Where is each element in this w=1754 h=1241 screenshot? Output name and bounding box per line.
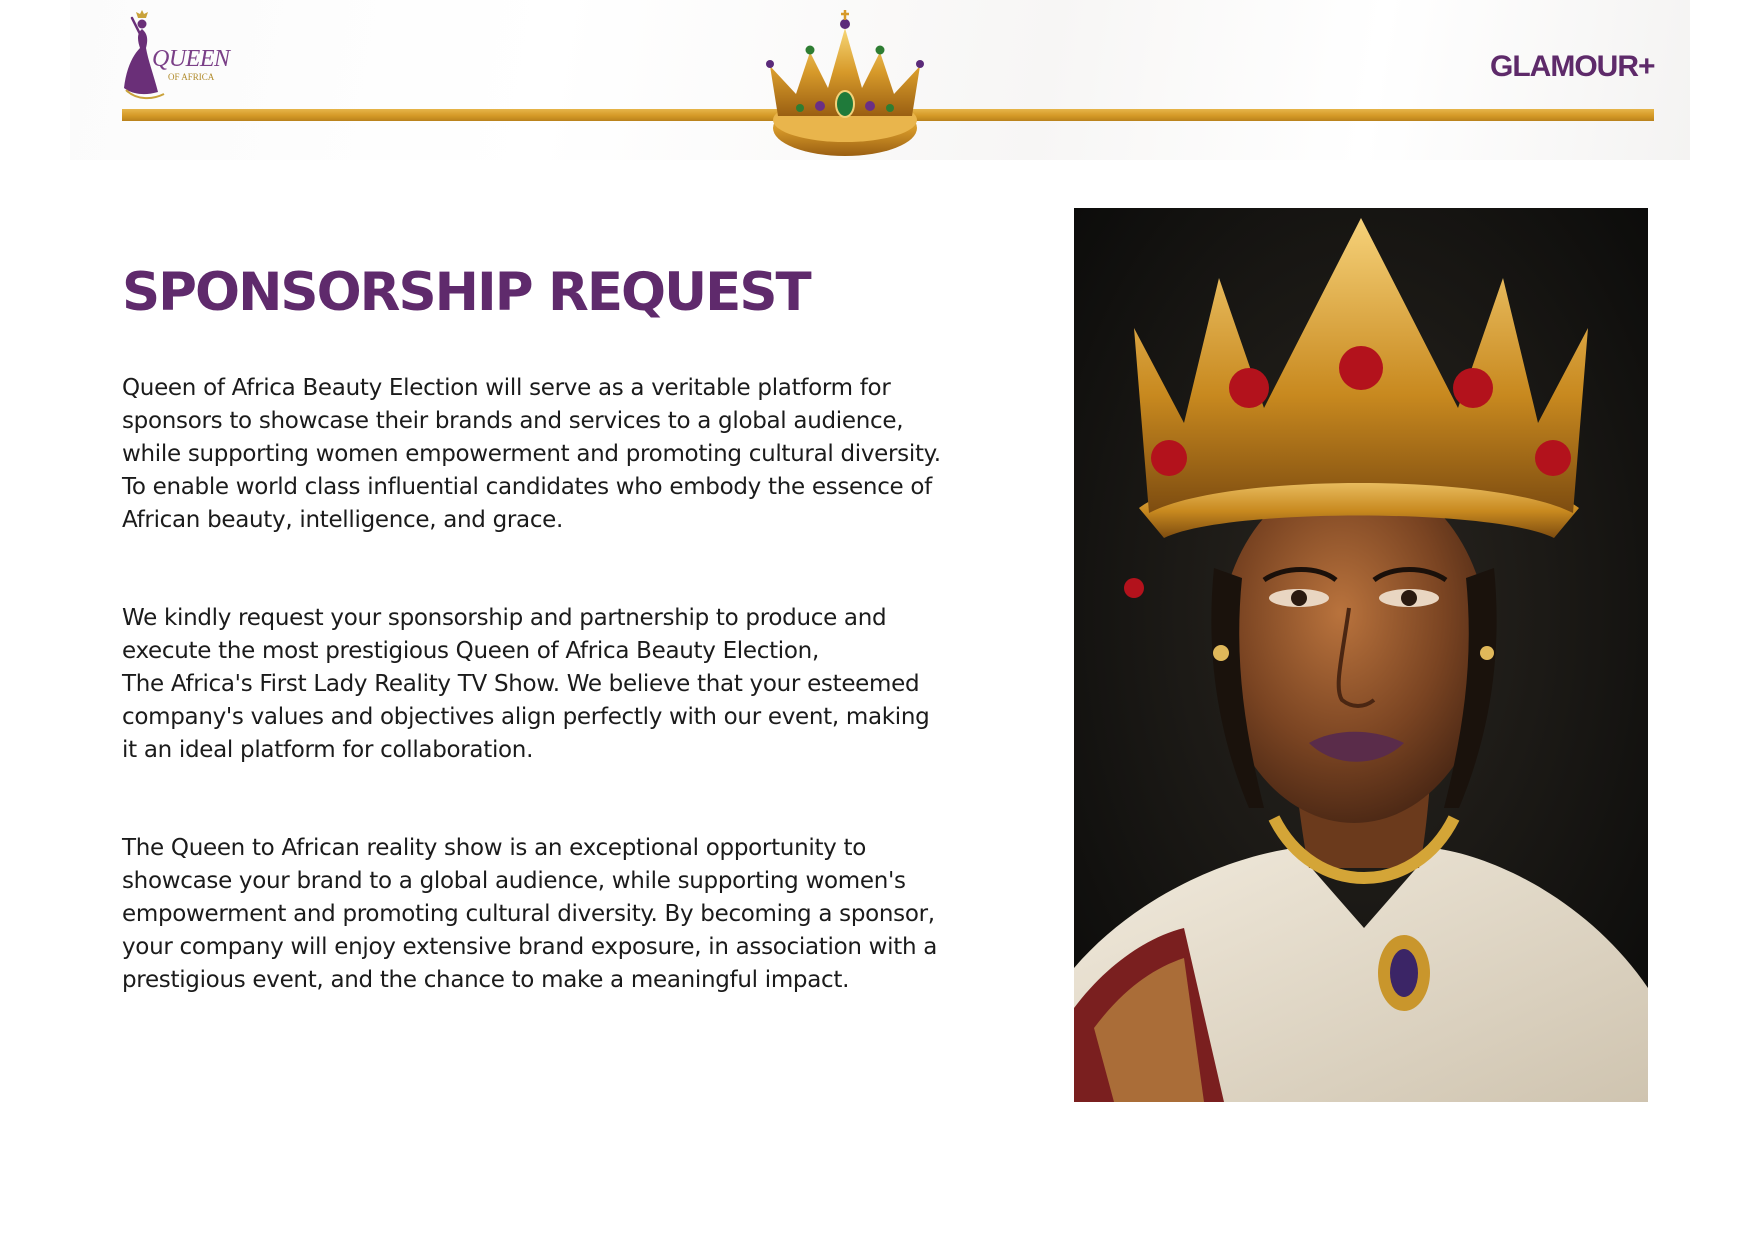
paragraph-line: African beauty, intelligence, and grace.: [122, 507, 564, 533]
queen-of-africa-logo-subtext: OF AFRICA: [168, 72, 215, 82]
paragraph-line: while supporting women empowerment and promoting cultural diversity.: [122, 441, 941, 467]
paragraph-line: empowerment and promoting cultural diversity. By becoming a sponsor,: [122, 901, 935, 927]
paragraph-line: your company will enjoy extensive brand exposure, in association with a: [122, 934, 938, 960]
queen-of-africa-logo-text: QUEEN: [152, 46, 230, 72]
paragraph-line: execute the most prestigious Queen of Africa Beauty Election,: [122, 638, 819, 664]
paragraph-line: prestigious event, and the chance to make a meaningful impact.: [122, 967, 850, 993]
paragraph-line: showcase your brand to a global audience, while supporting women's: [122, 868, 906, 894]
paragraph-line: We kindly request your sponsorship and partnership to produce and: [122, 605, 887, 631]
intro-paragraph: [122, 372, 1062, 537]
paragraph-line: company's values and objectives align perfectly with our event, making: [122, 704, 930, 730]
opportunity-paragraph: [122, 832, 1062, 997]
paragraph-line: Queen of Africa Beauty Election will serve as a veritable platform for: [122, 375, 891, 401]
paragraph-line: The Africa's First Lady Reality TV Show. We believe that your esteemed: [122, 671, 920, 697]
paragraph-line: The Queen to African reality show is an exceptional opportunity to: [122, 835, 866, 861]
page-header: [0, 0, 1754, 170]
crown-icon: [760, 8, 930, 160]
crowned-queen-portrait: [1074, 208, 1648, 1102]
glamour-plus-logo: GLAMOUR+: [1490, 50, 1655, 83]
paragraph-line: To enable world class influential candidates who embody the essence of: [122, 474, 932, 500]
page-title: SPONSORSHIP REQUEST: [122, 262, 810, 323]
request-paragraph: [122, 602, 1062, 767]
paragraph-line: it an ideal platform for collaboration.: [122, 737, 534, 763]
paragraph-line: sponsors to showcase their brands and services to a global audience,: [122, 408, 904, 434]
